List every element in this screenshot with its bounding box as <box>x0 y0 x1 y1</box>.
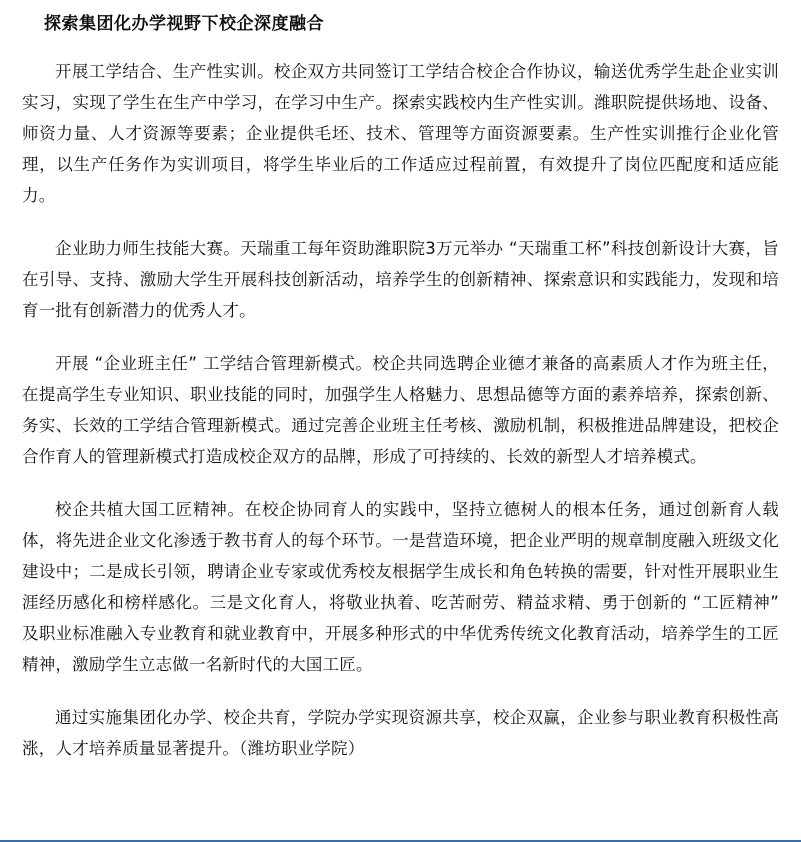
page-title: 探索集团化办学视野下校企深度融合 <box>44 14 324 34</box>
body-paragraph: 通过实施集团化办学、校企共育，学院办学实现资源共享，校企双赢，企业参与职业教育积极性高涨，人才培养质量显著提升。（潍坊职业学院） <box>22 707 779 758</box>
body-paragraph: 开展工学结合、生产性实训。校企双方共同签订工学结合校企合作协议，输送优秀学生赴企业实训实习，实现了学生在生产中学习，在学习中生产。探索实践校内生产性实训。潍职院提供场地、设备、师资力量、人才资源等要素；企业提供毛坯、技术、管理等方面资源要素。生产性实训推行企业化管理，以生产任务作为实训项目，将学生毕业后的工作适应过程前置，有效提升了岗位匹配度和适应能力。 <box>22 61 779 205</box>
body-paragraph: 开展 “企业班主任” 工学结合管理新模式。校企共同选聘企业德才兼备的高素质人才作为班主任，在提高学生专业知识、职业技能的同时，加强学生人格魅力、思想品德等方面的素养培养，探索创新、务实、长效的工学结合管理新模式。通过完善企业班主任考核、激励机制，积极推进品牌建设，把校企合作育人的管理新模式打造成校企双方的品牌，形成了可持续的、长效的新型人才培养模式。 <box>22 353 779 466</box>
body-paragraph: 校企共植大国工匠精神。在校企协同育人的实践中，坚持立德树人的根本任务，通过创新育人载体，将先进企业文化渗透于教书育人的每个环节。一是营造环境，把企业严明的规章制度融入班级文化建设中；二是成长引领，聘请企业专家或优秀校友根据学生成长和角色转换的需要，针对性开展职业生涯经历感化和榜样感化。三是文化育人，将敬业执着、吃苦耐劳、精益求精、勇于创新的 “工匠精神” 及职业标准融入专业教育和就业教育中，开展多种形式的中华优秀传统文化教育活动，培养学生的工匠精神，激励学生立志做一名新时代的大国工匠。 <box>22 499 779 674</box>
body-paragraph: 企业助力师生技能大赛。天瑞重工每年资助潍职院3万元举办 “天瑞重工杯”科技创新设计大赛，旨在引导、支持、激励大学生开展科技创新活动，培养学生的创新精神、探索意识和实践能力，发现和培育一批有创新潜力的优秀人才。 <box>22 238 779 320</box>
